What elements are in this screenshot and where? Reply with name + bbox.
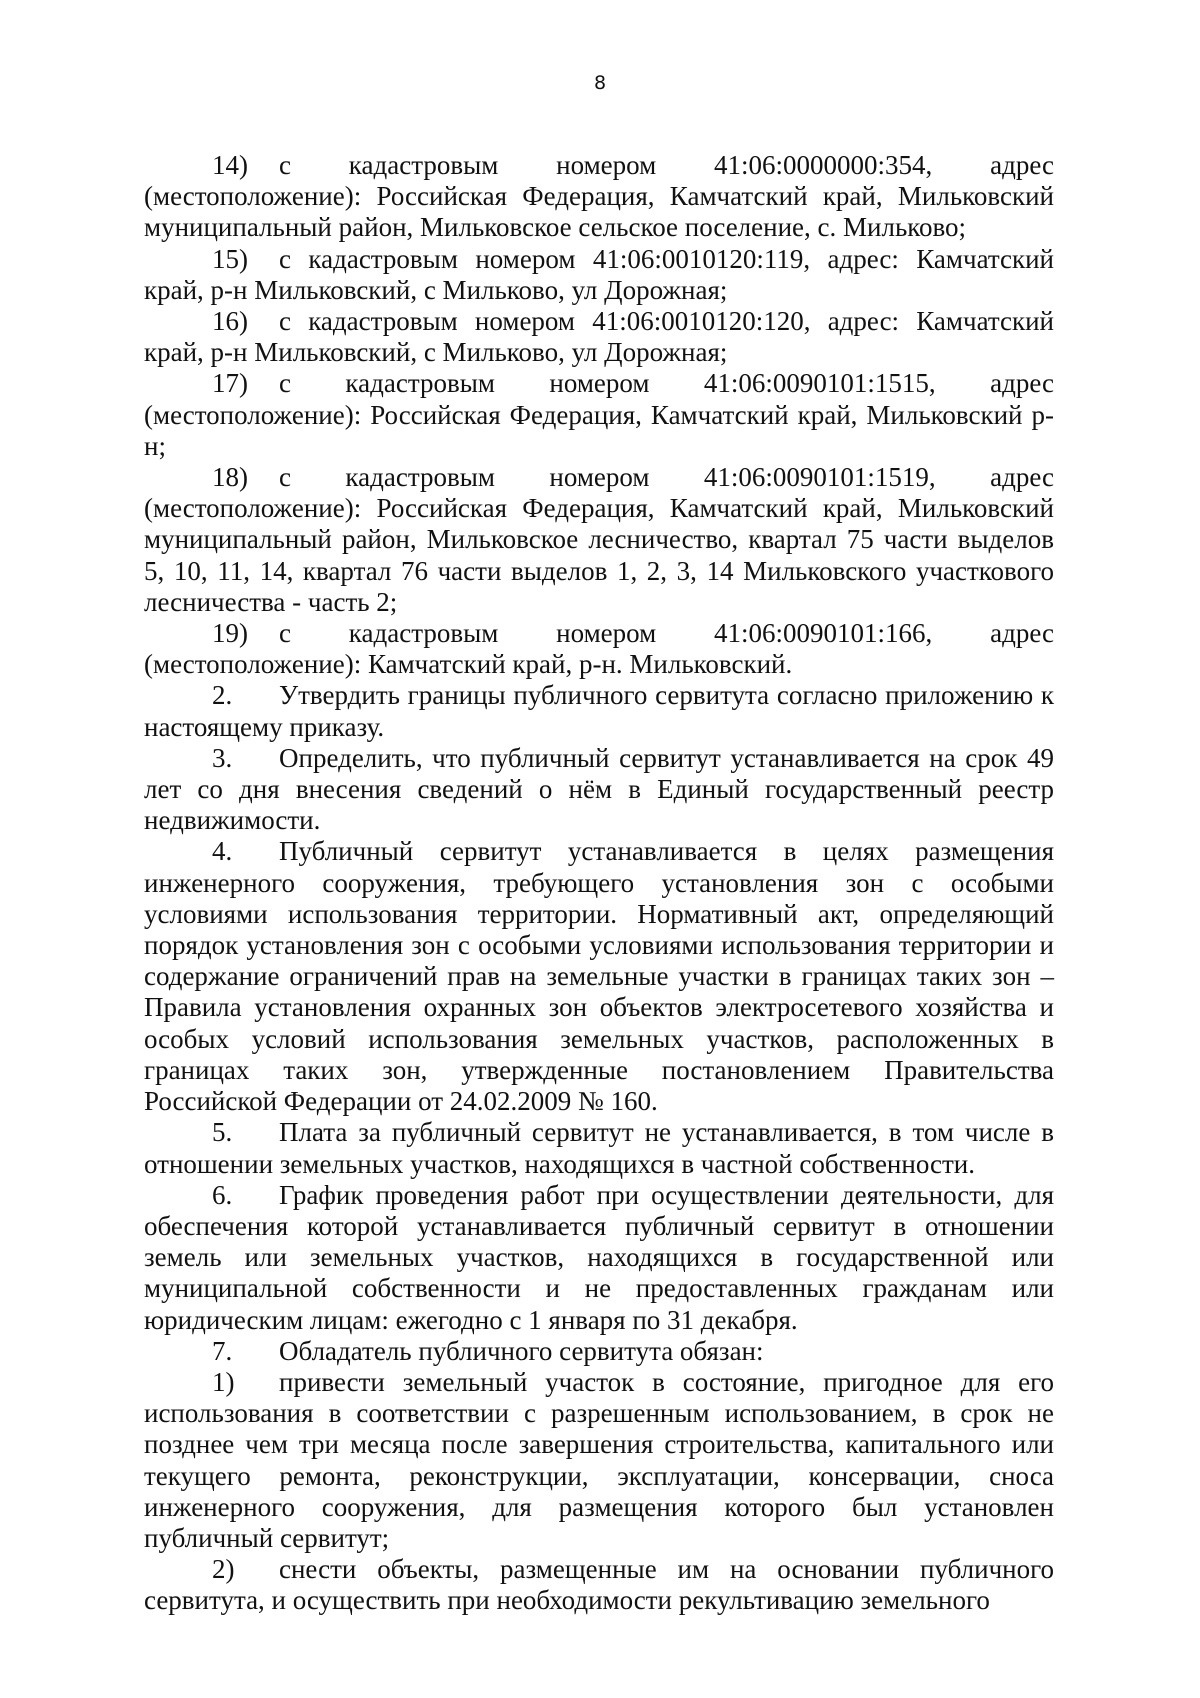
item-number: 17): [212, 368, 248, 399]
paragraph-7-sub-2: [144, 1554, 1054, 1616]
item-text: с кадастровым номером 41:06:0090101:166, адрес (местоположение): Камчатский край, р-н. Мильковский.: [144, 618, 1054, 680]
item-text: с кадастровым номером 41:06:0090101:1519, адрес (местоположение): Российская Федерация, Камчатский край, Мильковский муниципальный район, Мильковское лесничество, квартал 75 части выделов 5, 10, 11, 14, квартал 76 части выделов 1, 2, 3, 14 Мильковского участкового лесничества - часть 2;: [144, 462, 1054, 617]
item-text: с кадастровым номером 41:06:0010120:120, адрес: Камчатский край, р-н Мильковский, с Мильково, ул Дорожная;: [144, 306, 1054, 368]
paragraph-4: [144, 836, 1054, 1117]
paragraph-7-sub-1: [144, 1367, 1054, 1554]
item-number: 18): [212, 462, 248, 493]
paragraph-item-17: [144, 368, 1054, 462]
item-text: с кадастровым номером 41:06:0090101:1515, адрес (местоположение): Российская Федерация, Камчатский край, Мильковский р-н;: [144, 368, 1054, 461]
paragraph-7: [144, 1336, 1054, 1367]
item-number: 4.: [212, 836, 233, 867]
item-number: 6.: [212, 1179, 233, 1210]
item-text: Плата за публичный сервитут не устанавливается, в том числе в отношении земельных участков, находящихся в частной собственности.: [144, 1117, 1054, 1179]
item-number: 2): [212, 1554, 235, 1585]
paragraph-item-15: [144, 244, 1054, 306]
item-text: снести объекты, размещенные им на основании публичного сервитута, и осуществить при необходимости рекультивацию земельного: [144, 1554, 1054, 1616]
item-number: 7.: [212, 1335, 233, 1366]
item-text: Обладатель публичного сервитута обязан:: [279, 1335, 764, 1366]
item-text: Определить, что публичный сервитут устанавливается на срок 49 лет со дня внесения сведений о нём в Единый государственный реестр недвижимости.: [144, 742, 1054, 836]
item-number: 16): [212, 306, 248, 337]
paragraph-item-19: [144, 618, 1054, 680]
paragraph-item-16: [144, 306, 1054, 368]
item-text: Утвердить границы публичного сервитута согласно приложению к настоящему приказу.: [144, 680, 1054, 742]
paragraph-2: [144, 680, 1054, 742]
item-number: 5.: [212, 1117, 233, 1148]
item-text: с кадастровым номером 41:06:0000000:354, адрес (местоположение): Российская Федерация, Камчатский край, Мильковский муниципальный район, Мильковское сельское поселение, с. Мильково;: [144, 150, 1054, 243]
item-text: с кадастровым номером 41:06:0010120:119, адрес: Камчатский край, р-н Мильковский, с Мильково, ул Дорожная;: [144, 243, 1054, 305]
paragraph-item-18: [144, 462, 1054, 618]
item-number: 3.: [212, 742, 233, 773]
item-number: 1): [212, 1366, 235, 1397]
item-number: 19): [212, 618, 248, 649]
page-number: 8: [593, 72, 607, 94]
item-text: Публичный сервитут устанавливается в целях размещения инженерного сооружения, требующего установления зон с особыми условиями использования территории. Нормативный акт, определяющий порядок установления зон с особыми условиями использования территории и содержание ограничений прав на земельные участки в границах таких зон – Правила установления охранных зон объектов электросетевого хозяйства и особых условий использования земельных участков, расположенных в границах таких зон, утвержденные постановлением Правительства Российской Федерации от 24.02.2009 № 160.: [144, 836, 1054, 1117]
item-number: 14): [212, 150, 248, 180]
item-number: 2.: [212, 680, 233, 711]
paragraph-3: [144, 743, 1054, 837]
paragraph-5: [144, 1117, 1054, 1179]
paragraph-item-14: [144, 150, 1054, 244]
item-number: 15): [212, 243, 248, 274]
item-text: привести земельный участок в состояние, пригодное для его использования в соответствии с разрешенным использованием, в срок не позднее чем три месяца после завершения строительства, капитального или текущего ремонта, реконструкции, эксплуатации, консервации, сноса инженерного сооружения, для размещения которого был установлен публичный сервитут;: [144, 1366, 1054, 1553]
paragraph-6: [144, 1180, 1054, 1336]
item-text: График проведения работ при осуществлении деятельности, для обеспечения которой устанавливается публичный сервитут в отношении земель или земельных участков, находящихся в государственной или муниципальной собственности и не предоставленных гражданам или юридическим лицам: ежегодно с 1 января по 31 декабря.: [144, 1179, 1054, 1335]
document-body: [144, 150, 1054, 1617]
